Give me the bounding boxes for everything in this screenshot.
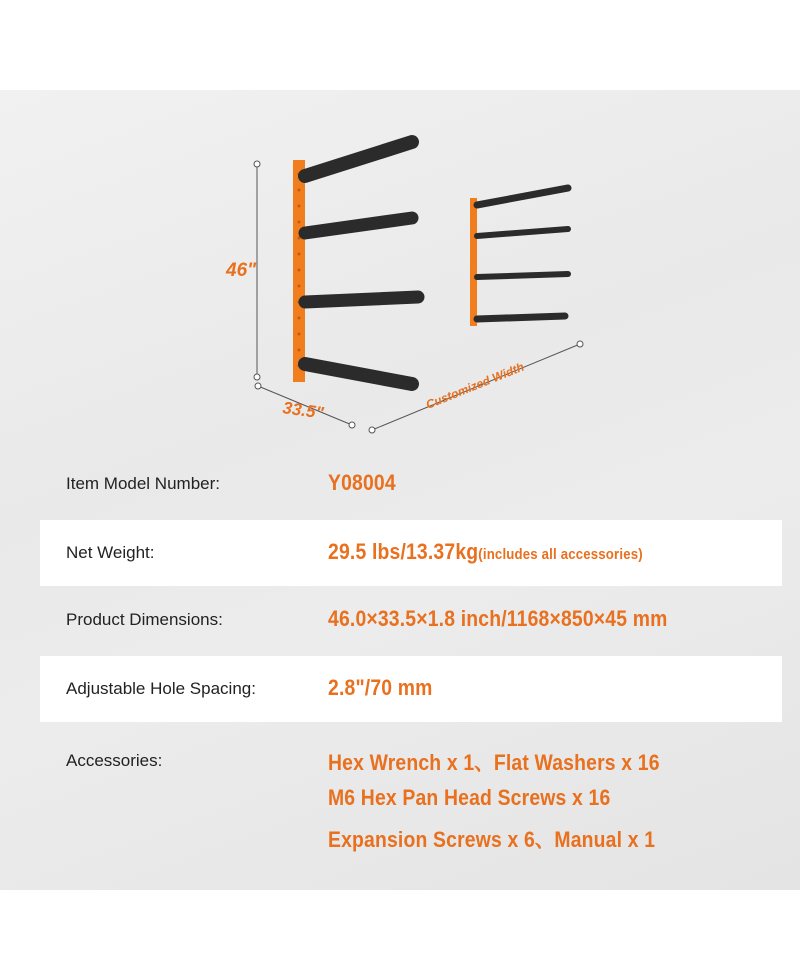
customized-width-label: Customized Width	[423, 359, 527, 412]
accessories-line: Hex Wrench x 1、Flat Washers x 16	[328, 750, 660, 775]
spec-row-dimensions	[40, 588, 782, 654]
small-rack-arm-1	[477, 188, 568, 205]
spec-label: Net Weight:	[66, 543, 155, 562]
small-rack-upright	[470, 198, 477, 326]
width-dimension-label: 33.5"	[281, 398, 325, 423]
spec-row-accessories	[40, 724, 782, 864]
spec-value	[328, 539, 643, 565]
spec-value: Y08004	[328, 470, 396, 495]
spec-value: 46.0×33.5×1.8 inch/1168×850×45 mm	[328, 606, 668, 631]
weight-value: 29.5 lbs/13.37kg	[328, 539, 479, 564]
accessories-line: Expansion Screws x 6、Manual x 1	[328, 827, 656, 852]
spec-label: Adjustable Hole Spacing:	[66, 679, 256, 698]
big-rack-arm-1	[305, 142, 412, 176]
height-dimension-label: 46"	[226, 260, 257, 281]
small-rack-arm-3	[477, 274, 568, 277]
spec-label: Item Model Number:	[66, 474, 220, 493]
spec-row-weight	[40, 520, 782, 586]
accessories-line: M6 Hex Pan Head Screws x 16	[328, 785, 611, 810]
small-rack-arm-2	[477, 229, 568, 236]
big-rack-arm-3	[305, 297, 418, 302]
spec-row-model	[40, 452, 782, 518]
spec-row-hole-spacing	[40, 656, 782, 722]
spec-label: Product Dimensions:	[66, 610, 223, 629]
small-rack-arm-4	[477, 316, 565, 319]
spec-label: Accessories:	[66, 751, 163, 770]
big-rack-arm-2	[305, 218, 412, 233]
weight-note: (includes all accessories)	[478, 546, 643, 563]
big-rack-arm-4	[305, 364, 412, 384]
spec-value: 2.8"/70 mm	[328, 675, 433, 700]
